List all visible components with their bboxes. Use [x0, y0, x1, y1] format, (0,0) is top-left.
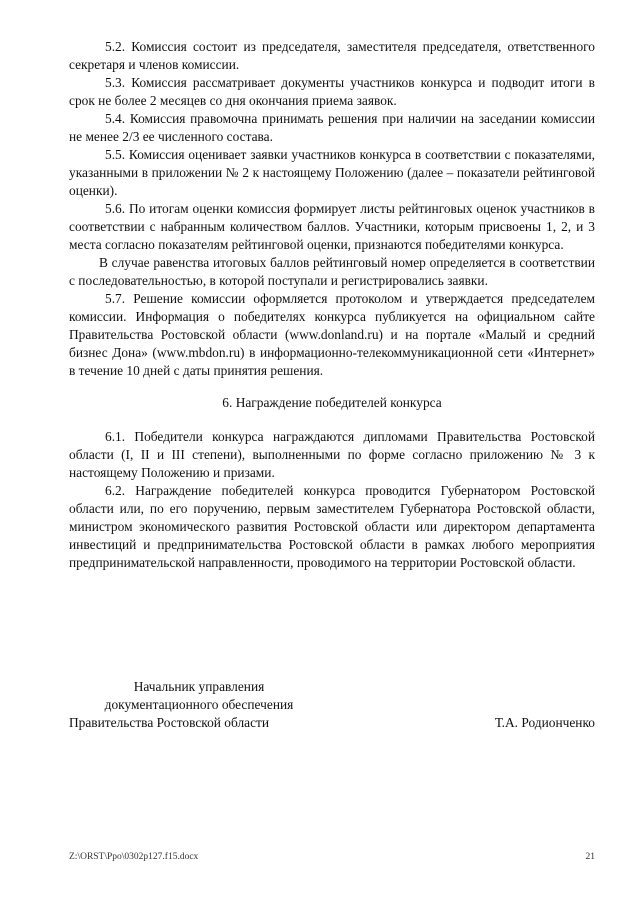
paragraph-5-3: 5.3. Комиссия рассматривает документы участников конкурса и подводит итоги в срок не более 2 месяцев со дня окончания приема заявок.	[69, 75, 595, 108]
footer-page-number: 21	[585, 852, 595, 862]
signature-row	[69, 714, 595, 732]
signatory-position-line-1: Начальник управления	[133, 679, 265, 694]
signatory-name: Т.А. Родионченко	[494, 715, 595, 730]
paragraph-6-1: 6.1. Победители конкурса награждаются дипломами Правительства Ростовской области (I, II и III степени), выполненными по форме согласно приложению № 3 к настоящему Положению и призами.	[69, 429, 595, 480]
paragraph-5-4: 5.4. Комиссия правомочна принимать решения при наличии на заседании комиссии не менее 2/3 ее численного состава.	[69, 111, 595, 144]
signature-block	[69, 678, 595, 732]
paragraph-5-2: 5.2. Комиссия состоит из председателя, заместителя председателя, ответственного секретаря и членов комиссии.	[69, 39, 595, 72]
signatory-organization: Правительства Ростовской области	[69, 715, 270, 730]
signatory-position	[69, 678, 329, 714]
footer-file-path: Z:\ORST\Ppo\0302p127.f15.docx	[69, 852, 199, 862]
paragraph-6-2: 6.2. Награждение победителей конкурса проводится Губернатором Ростовской области или, по его поручению, первым заместителем Губернатора Ростовской области, министром экономического развития Ростовской области или директором департамента инвестиций и предпринимательства Ростовской области в рамках любого мероприятия предпринимательской направленности, проводимого на территории Ростовской области.	[69, 483, 595, 570]
paragraph-tie-rule: В случае равенства итоговых баллов рейтинговый номер определяется в соответствии с последовательностью, в которой поступали и регистрировались заявки.	[69, 255, 595, 288]
section-6-heading: 6. Награждение победителей конкурса	[222, 395, 442, 410]
document-body	[69, 38, 595, 572]
paragraph-5-7: 5.7. Решение комиссии оформляется протоколом и утверждается председателем комиссии. Информация о победителях конкурса публикуется на официальном сайте Правительства Ростовской области (www.donland.ru) и на портале «Малый и средний бизнес Дона» (www.mbdon.ru) в информационно-телекоммуникационной сети «Интернет» в течение 10 дней с даты принятия решения.	[69, 291, 595, 378]
paragraph-5-5: 5.5. Комиссия оценивает заявки участников конкурса в соответствии с показателями, указанными в приложении № 2 к настоящему Положению (далее – показатели рейтинговой оценки).	[69, 147, 595, 198]
paragraph-5-6: 5.6. По итогам оценки комиссия формирует листы рейтинговых оценок участников в соответствии с набранным количеством баллов. Участники, которым присвоены 1, 2, и 3 места согласно показателям рейтинговой оценки, признаются победителями конкурса.	[69, 201, 595, 252]
signatory-position-line-2: документационного обеспечения	[104, 697, 294, 712]
page-footer	[69, 852, 595, 862]
